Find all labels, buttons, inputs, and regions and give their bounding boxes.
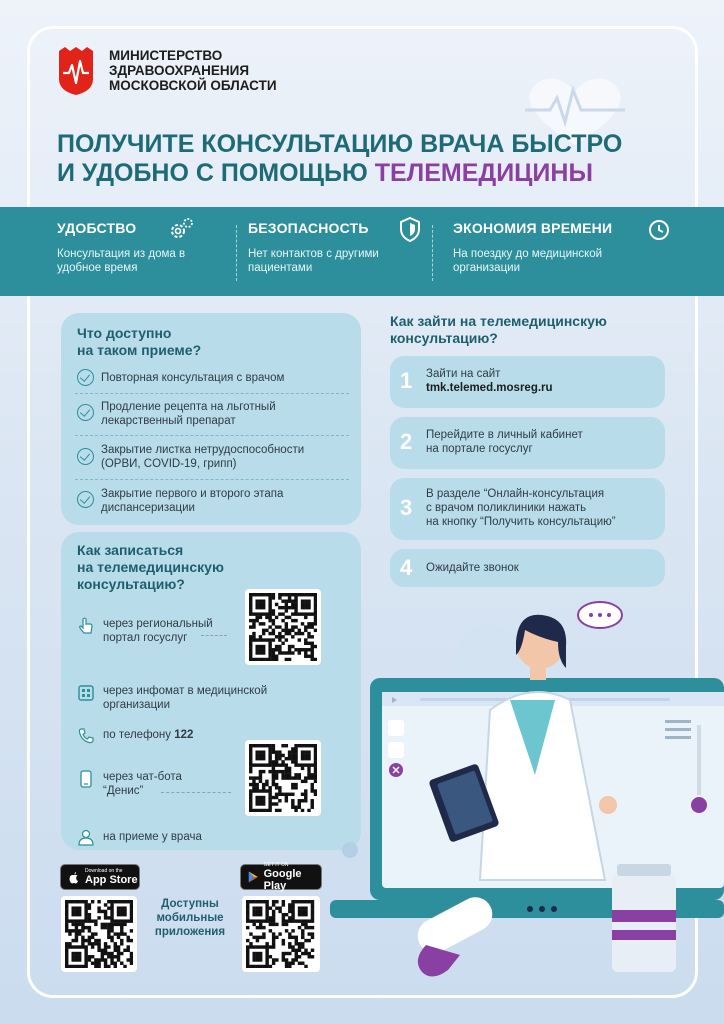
step-3 (390, 478, 665, 540)
qr-code-gosuslugi[interactable] (245, 589, 321, 665)
telemedicine-illustration (330, 600, 724, 1000)
ministry-line: МИНИСТЕРСТВО (109, 48, 223, 63)
way-line: портал госуслуг (103, 632, 188, 644)
google-play-icon (247, 870, 260, 884)
pointer-hand-icon (77, 617, 95, 635)
title-line: Что доступно (77, 325, 172, 341)
step-text (426, 561, 661, 575)
title-line: Как зайти на телемедицинскую (390, 313, 607, 329)
title-line: консультацию? (77, 576, 185, 592)
feature-safety (248, 207, 423, 296)
step-line: на кнопку “Получить консультацию” (426, 516, 616, 528)
item-line: Закрытие листка нетрудоспособности (101, 444, 305, 456)
qr-code-chatbot[interactable] (245, 740, 321, 816)
step-1 (390, 356, 665, 408)
feature-text: На поездку до медицинской организации (453, 248, 603, 274)
divider (75, 479, 349, 480)
title-line (57, 159, 677, 188)
step-text (426, 367, 661, 395)
caption-line: Доступны (161, 898, 219, 910)
caption-line: приложения (154, 926, 226, 938)
item-line: (ОРВИ, COVID-19, грипп) (101, 458, 237, 470)
title-accent: ТЕЛЕМЕДИЦИНЫ (374, 159, 593, 187)
item-line: Закрытие первого и второго этапа (101, 488, 284, 500)
phone-icon (77, 727, 95, 745)
title-line: на телемедицинскую (77, 559, 224, 575)
badge-small: Download on the (85, 868, 123, 874)
doctor-icon (77, 828, 95, 846)
step-number: 3 (400, 495, 413, 520)
badge-small: GET IT ON (263, 862, 289, 868)
feature-title: ЭКОНОМИЯ ВРЕМЕНИ (453, 220, 613, 236)
item-line: диспансеризации (101, 502, 195, 514)
item-line: Повторная консультация с врачом (101, 372, 285, 384)
ministry-line: МОСКОВСКОЙ ОБЛАСТИ (109, 78, 277, 93)
check-circle-icon (77, 448, 94, 465)
features-band (0, 207, 724, 296)
step-text (426, 428, 661, 456)
check-circle-icon (77, 369, 94, 386)
list-item (101, 487, 351, 515)
available-services-card (61, 313, 361, 525)
divider (75, 393, 349, 394)
feature-text: Консультация из дома в удобное время (57, 248, 186, 274)
way-label (103, 684, 267, 712)
app-store-badge[interactable] (60, 864, 140, 890)
way-line: “Денис” (103, 785, 144, 797)
dashed-arrow (201, 635, 227, 636)
way-line: организации (103, 699, 171, 711)
qr-pattern (246, 900, 316, 968)
step-number: 2 (400, 429, 413, 454)
clock-icon (645, 215, 673, 243)
badge-text (264, 862, 321, 892)
title-line: на таком приеме? (77, 342, 202, 358)
divider (236, 225, 237, 281)
way-line: на приеме у врача (103, 831, 202, 843)
card-title (77, 325, 201, 359)
qr-code-appstore[interactable] (61, 896, 137, 972)
check-circle-icon (77, 491, 94, 508)
step-2 (390, 417, 665, 469)
divider (75, 435, 349, 436)
step-line: В разделе “Онлайн-консультация (426, 488, 605, 500)
list-item (101, 443, 351, 471)
step-line: с врачом поликлиники нажать (426, 502, 587, 514)
way-label (103, 830, 202, 844)
qr-code-googleplay[interactable] (242, 896, 320, 972)
check-circle-icon (77, 404, 94, 421)
google-play-badge[interactable] (240, 864, 322, 890)
title-line: консультацию? (390, 330, 498, 346)
qr-pattern (249, 744, 317, 812)
feature-title: БЕЗОПАСНОСТЬ (248, 220, 369, 236)
title-line: Как записаться (77, 542, 184, 558)
apple-icon (67, 870, 81, 884)
step-number: 1 (400, 368, 413, 393)
divider (432, 225, 433, 281)
ministry-line: ЗДРАВООХРАНЕНИЯ (109, 63, 250, 78)
step-line: Ожидайте звонок (426, 562, 519, 574)
card-title (77, 542, 224, 593)
item-line: лекарственный препарат (101, 415, 236, 427)
list-item (101, 400, 351, 428)
list-item (101, 371, 351, 385)
shield-icon (396, 215, 424, 243)
way-line: через региональный (103, 618, 213, 630)
caption-line: мобильные (156, 912, 224, 924)
dashed-arrow (161, 792, 231, 793)
qr-pattern (249, 593, 317, 661)
way-label (103, 770, 182, 798)
step-line: Зайти на сайт (426, 368, 501, 380)
badge-big: Google Play (263, 868, 302, 892)
way-label (103, 728, 193, 742)
title-prefix: И УДОБНО С ПОМОЩЬЮ (57, 159, 375, 187)
badge-text (85, 868, 138, 886)
feature-text: Нет контактов с другими пациентами (248, 248, 379, 274)
feature-title: УДОБСТВО (57, 220, 137, 236)
step-line: Перейдите в личный кабинет (426, 429, 583, 441)
title-line: ПОЛУЧИТЕ КОНСУЛЬТАЦИЮ ВРАЧА БЫСТРО (57, 130, 623, 158)
way-line: через инфомат в медицинской (103, 685, 268, 697)
way-label (103, 617, 213, 645)
phone-number[interactable]: 122 (174, 729, 194, 741)
site-url[interactable]: tmk.telemed.mosreg.ru (426, 382, 553, 394)
infomat-icon (77, 684, 95, 702)
step-4 (390, 549, 665, 587)
way-line: по телефону (103, 729, 175, 741)
apps-caption (145, 897, 235, 939)
feature-convenience (57, 207, 227, 296)
qr-pattern (65, 900, 133, 968)
badge-big: App Store (85, 874, 138, 886)
registration-card (61, 532, 361, 850)
coat-of-arms-logo (57, 45, 95, 97)
step-number: 4 (400, 555, 413, 580)
ministry-name (109, 48, 309, 93)
step-line: на портале госуслуг (426, 443, 533, 455)
step-text (426, 487, 661, 529)
step-link[interactable] (426, 381, 661, 395)
smartphone-icon (77, 770, 95, 788)
way-line: через чат-бота (103, 771, 182, 783)
page-title (57, 130, 677, 188)
feature-time-saving (453, 207, 673, 296)
gears-icon (167, 215, 195, 243)
item-line: Продление рецепта на льготный (101, 401, 276, 413)
howto-title (390, 313, 690, 347)
